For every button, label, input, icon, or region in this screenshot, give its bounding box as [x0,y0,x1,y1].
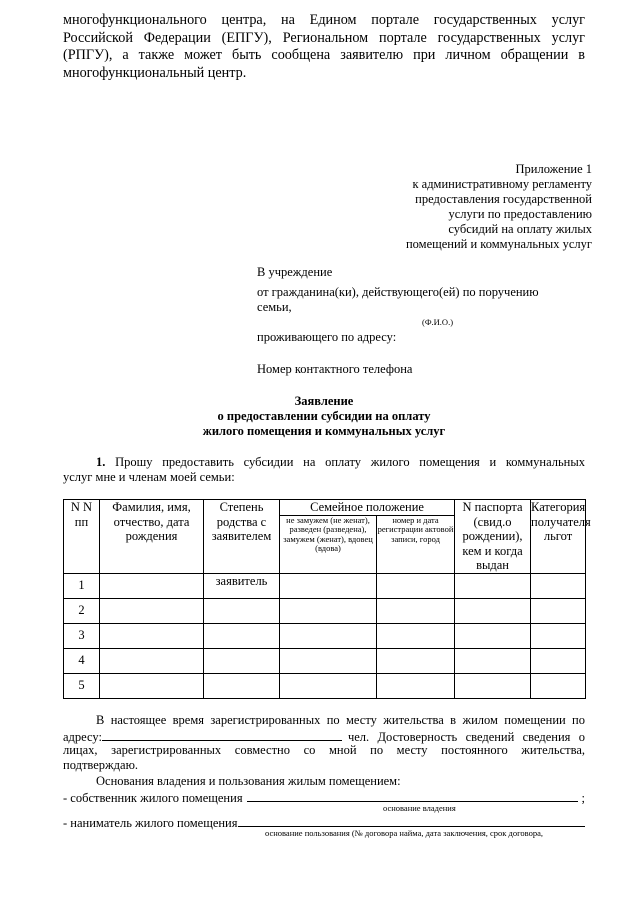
row-passport-cell[interactable] [455,623,531,648]
addressee-phone: Номер контактного телефона [257,362,413,376]
row-passport-cell[interactable] [455,673,531,698]
addressee-address: проживающего по адресу: [257,330,397,344]
header-family-sub-status: не замужем (не женат), разведен (разведена), замужем (женат), вдовец (вдова) [280,515,377,573]
row-passport-cell[interactable] [455,598,531,623]
tenant-hint: основание пользования (№ договора найма, дата заключения, срок договора, [265,828,544,838]
appendix-line: помещений и коммунальных услуг [405,237,592,251]
owner-end: ; [581,791,585,805]
row-num: 5 [64,673,100,698]
row-status-cell[interactable] [280,598,377,623]
header-name: Фамилия, имя, отчество, дата рождения [100,500,204,574]
registered-text-1: В настоящее время зарегистрированных по месту жительства в жилом помещении по [96,713,585,727]
registered-line-3: лицах, зарегистрированных совместно со мной по месту постоянного жительства, [63,743,585,757]
row-status-cell[interactable] [280,623,377,648]
row-num: 2 [64,598,100,623]
row-category-cell[interactable] [531,573,586,598]
header-num: N N пп [64,500,100,574]
row-registration-cell[interactable] [377,573,455,598]
owner-hint: основание владения [383,803,456,813]
registered-text-2: чел. Достоверность сведений сведения о [347,730,585,744]
row-category-cell[interactable] [531,648,586,673]
request-number: 1. [96,455,106,469]
registered-line-1 [63,713,585,728]
table-row [64,573,586,598]
owner-label: - собственник жилого помещения [63,791,243,805]
fio-hint: (Ф.И.О.) [422,317,454,327]
appendix-line: услуги по предоставлению [448,207,592,221]
row-category-cell[interactable] [531,673,586,698]
row-name-cell[interactable] [100,598,204,623]
request-line-2: услуг мне и членам моей семьи: [63,470,235,484]
tenant-basis-input[interactable] [238,814,586,827]
addressee-from: от гражданина(ки), действующего(ей) по поручению [257,285,539,299]
intro-paragraph: многофункционального центра, на Едином портале государственных услуг Российской Федерации (ЕПГУ), Региональном портале государственных услуг (РПГУ), а также может быть сообщена заявителю при личном обращении в многофункциональный центр. [63,12,585,81]
appendix-line: субсидий на оплату жилых [448,222,592,236]
family-members-table [63,499,591,699]
registered-line-4: подтверждаю. [63,758,139,772]
row-registration-cell[interactable] [377,623,455,648]
row-passport-cell[interactable] [455,648,531,673]
table-row [64,673,586,698]
row-name-cell[interactable] [100,648,204,673]
table-row [64,623,586,648]
header-family-sub-registration: номер и дата регистрации актовой записи, город [377,515,455,573]
address-input[interactable] [102,728,342,741]
appendix-line: предоставления государственной [415,192,592,206]
appendix-line: Приложение 1 [515,162,592,176]
address-label: адресу: [63,730,102,744]
table-row [64,598,586,623]
header-category: Категория получателя льгот [531,500,586,574]
row-relation[interactable] [204,623,280,648]
row-registration-cell[interactable] [377,673,455,698]
row-num: 4 [64,648,100,673]
row-num: 3 [64,623,100,648]
row-relation[interactable]: заявитель [204,573,280,598]
row-num: 1 [64,573,100,598]
row-status-cell[interactable] [280,573,377,598]
row-relation[interactable] [204,648,280,673]
owner-basis-input[interactable] [247,789,578,802]
appendix-line: к административному регламенту [412,177,592,191]
row-category-cell[interactable] [531,598,586,623]
header-passport: N паспорта (свид.о рождении), кем и когда выдан [455,500,531,574]
addressee-to: В учреждение [257,265,333,279]
ownership-heading: Основания владения и пользования жилым помещением: [96,774,401,788]
title-line: Заявление [294,394,354,408]
row-status-cell[interactable] [280,648,377,673]
row-registration-cell[interactable] [377,598,455,623]
request-line-1 [63,455,585,470]
document-title [63,394,585,439]
addressee-family: семьи, [257,300,292,314]
row-relation[interactable] [204,673,280,698]
row-registration-cell[interactable] [377,648,455,673]
row-name-cell[interactable] [100,623,204,648]
request-text: Прошу предоставить субсидии на оплату жилого помещения и коммунальных [115,455,586,469]
header-family-status: Семейное положение [280,500,455,516]
row-name-cell[interactable] [100,673,204,698]
appendix-block [332,162,592,252]
tenant-label: - наниматель жилого помещения [63,816,238,830]
row-category-cell[interactable] [531,623,586,648]
header-relation: Степень родства с заявителем [204,500,280,574]
row-status-cell[interactable] [280,673,377,698]
row-passport-cell[interactable] [455,573,531,598]
row-name-cell[interactable] [100,573,204,598]
owner-line [63,789,585,806]
table-row [64,648,586,673]
title-line: жилого помещения и коммунальных услуг [202,424,446,438]
row-relation[interactable] [204,598,280,623]
title-line: о предоставлении субсидии на оплату [217,409,431,423]
